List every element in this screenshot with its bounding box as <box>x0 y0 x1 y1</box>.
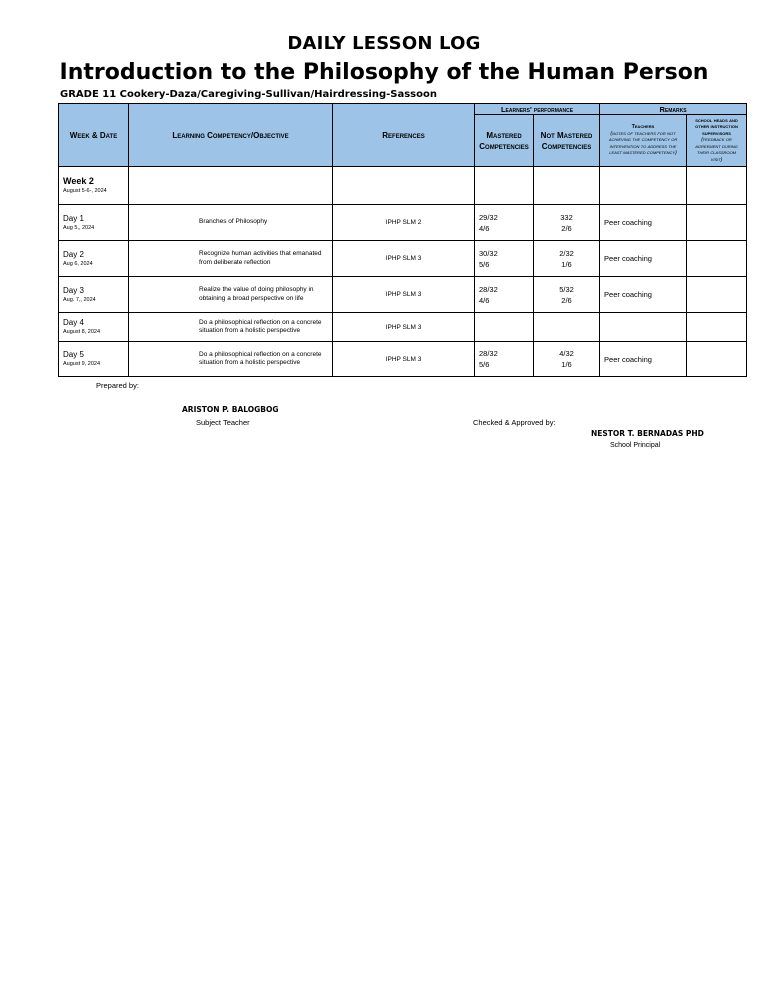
day-date: Aug. 7,, 2024 <box>63 296 96 303</box>
mastered-value: 28/32 <box>479 349 498 358</box>
school-heads-cell <box>687 277 747 313</box>
not-mastered-cell <box>534 277 600 313</box>
principal-role: School Principal <box>610 442 661 449</box>
school-heads-cell <box>687 313 747 342</box>
reference-cell: IPHP SLM 3 <box>333 241 475 277</box>
remarks-cell: Peer coaching <box>600 277 687 313</box>
mastered-value: 4/6 <box>479 223 490 233</box>
competency-cell: Branches of Philosophy <box>129 205 333 241</box>
header-teachers <box>600 115 687 167</box>
day-cell <box>59 241 129 277</box>
day-name: Day 4 <box>63 318 84 327</box>
document-title: DAILY LESSON LOG <box>287 33 481 54</box>
day-cell <box>59 342 129 377</box>
table-row <box>59 342 747 377</box>
grade-line: GRADE 11 Cookery-Daza/Caregiving-Sullivan/Hairdressing-Sassoon <box>60 89 437 100</box>
reference-cell: IPHP SLM 3 <box>333 342 475 377</box>
header-competency: Learning Competency/Objective <box>129 104 333 167</box>
not-mastered-value: 1/6 <box>561 360 572 369</box>
not-mastered-value: 332 <box>560 212 573 222</box>
day-cell <box>59 205 129 241</box>
not-mastered-value: 5/32 <box>559 284 574 294</box>
not-mastered-value: 1/6 <box>561 259 572 269</box>
table-row <box>59 205 747 241</box>
week-date: August 5-6-, 2024 <box>63 188 107 194</box>
teacher-role: Subject Teacher <box>196 418 250 427</box>
subject-title: Introduction to the Philosophy of the Human Person <box>59 60 709 85</box>
header-teachers-label: Teachers <box>631 124 655 131</box>
header-teachers-note: (notes of teachers for not achieving the competency or intervention to address the least mastered competency) <box>608 130 678 157</box>
mastered-value: 4/6 <box>479 295 490 305</box>
mastered-cell <box>475 241 534 277</box>
day-name: Day 2 <box>63 249 84 259</box>
competency-cell: Realize the value of doing philosophy in obtaining a broad perspective on life <box>129 277 333 313</box>
header-mastered: Mastered Competencies <box>475 115 534 167</box>
header-week-date: Week & Date <box>59 104 129 167</box>
mastered-value: 30/32 <box>479 248 498 258</box>
remarks-cell: Peer coaching <box>600 342 687 377</box>
header-learners-performance: Learners' performance <box>475 104 600 115</box>
competency-cell: Do a philosophical reflection on a concrete situation from a holistic perspective <box>129 342 333 377</box>
checked-approved-label: Checked & Approved by: <box>473 418 556 427</box>
prepared-by-label: Prepared by: <box>96 381 139 390</box>
remarks-cell: Peer coaching <box>600 205 687 241</box>
header-school-heads-label: school heads and other instruction supervisors <box>695 117 738 137</box>
not-mastered-cell <box>534 241 600 277</box>
lesson-log-table <box>58 103 747 377</box>
teacher-name: ARISTON P. BALOGBOG <box>182 405 279 414</box>
mastered-value: 5/6 <box>479 360 490 369</box>
not-mastered-value: 2/6 <box>561 295 572 305</box>
mastered-cell <box>475 277 534 313</box>
principal-name: NESTOR T. BERNADAS PHD <box>591 429 704 438</box>
day-cell <box>59 277 129 313</box>
not-mastered-cell <box>534 342 600 377</box>
day-name: Day 5 <box>63 350 84 359</box>
header-school-heads-note: (feedback or agreement during their classroom visit) <box>695 137 738 163</box>
not-mastered-cell <box>534 313 600 342</box>
remarks-cell: Peer coaching <box>600 241 687 277</box>
mastered-value: 29/32 <box>479 212 498 222</box>
table-row <box>59 241 747 277</box>
mastered-cell <box>475 313 534 342</box>
not-mastered-cell <box>534 205 600 241</box>
mastered-value: 28/32 <box>479 284 498 294</box>
remarks-cell <box>600 313 687 342</box>
header-references: References <box>333 104 475 167</box>
table-row <box>59 277 747 313</box>
school-heads-cell <box>687 205 747 241</box>
table-row-week <box>59 167 747 205</box>
mastered-value: 5/6 <box>479 259 490 269</box>
day-cell <box>59 313 129 342</box>
week-name: Week 2 <box>63 176 94 186</box>
reference-cell: IPHP SLM 3 <box>333 277 475 313</box>
competency-cell: Recognize human activities that emanated from deliberate reflection <box>129 241 333 277</box>
table-row <box>59 313 747 342</box>
day-date: Aug 5,, 2024 <box>63 224 95 231</box>
competency-cell: Do a philosophical reflection on a concrete situation from a holistic perspective <box>129 313 333 342</box>
reference-cell: IPHP SLM 2 <box>333 205 475 241</box>
day-date: Aug 6, 2024 <box>63 260 93 267</box>
header-not-mastered: Not Mastered Competencies <box>534 115 600 167</box>
header-school-heads <box>687 115 747 167</box>
mastered-cell <box>475 205 534 241</box>
mastered-cell <box>475 342 534 377</box>
day-name: Day 1 <box>63 213 84 223</box>
week-cell <box>59 167 129 205</box>
school-heads-cell <box>687 342 747 377</box>
not-mastered-value: 2/6 <box>561 223 572 233</box>
not-mastered-value: 2/32 <box>559 248 574 258</box>
school-heads-cell <box>687 241 747 277</box>
day-date: August 8, 2024 <box>63 329 101 335</box>
day-name: Day 3 <box>63 285 84 295</box>
day-date: August 9, 2024 <box>63 361 101 367</box>
not-mastered-value: 4/32 <box>559 349 574 358</box>
reference-cell: IPHP SLM 3 <box>333 313 475 342</box>
header-remarks: Remarks <box>600 104 747 115</box>
